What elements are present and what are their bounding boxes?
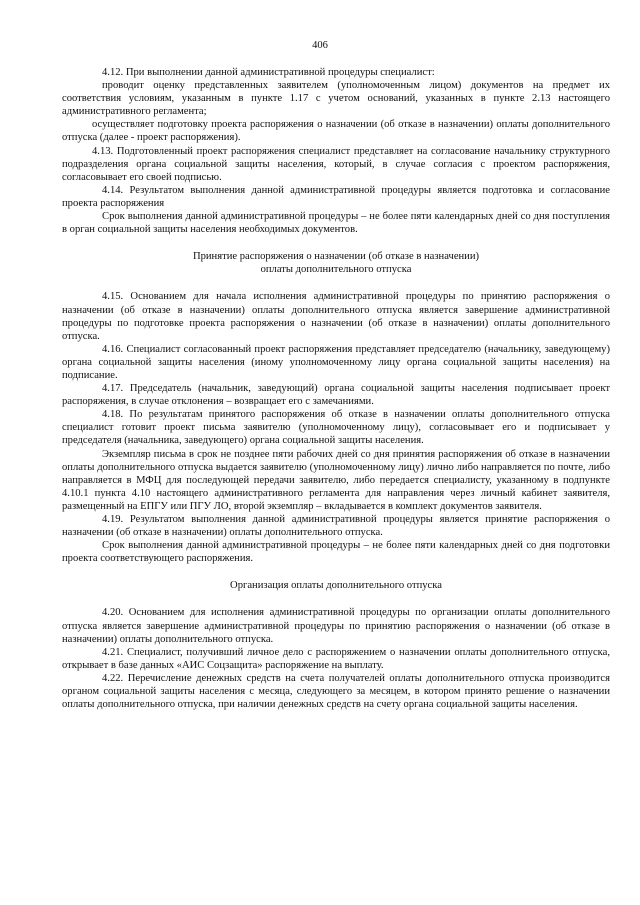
page-number: 406: [312, 40, 328, 51]
paragraph-term-1: Срок выполнения данной административной процедуры – не более пяти календарных дней со дня поступления в орган социальной защиты населения необходимых документов.: [62, 211, 610, 236]
paragraph-4-21: 4.21. Специалист, получивший личное дело с распоряжением о назначении оплаты дополнительного отпуска, открывает в базе данных «АИС Соцзащита» распоряжение на выплату.: [62, 646, 610, 671]
section-heading-2: Организация оплаты дополнительного отпуска: [230, 580, 442, 592]
paragraph-4-15: 4.15. Основанием для начала исполнения административной процедуры по принятию распоряжения о назначении (об отказе в назначении) оплаты дополнительного отпуска является завершение административной процедуры по подготовке проекта распоряжения о назначении (об отказе в назначении) оплаты дополнительного отпуска.: [62, 291, 610, 342]
document-body: [62, 66, 610, 711]
paragraph-4-22: 4.22. Перечисление денежных средств на счета получателей оплаты дополнительного отпуска производится органом социальной защиты населения с месяца, следующего за месяцем, в котором принято решение о назначении оплаты дополнительного отпуска, при наличии денежных средств на счету органа социальной защиты населения.: [62, 672, 610, 711]
paragraph-4-16: 4.16. Специалист согласованный проект распоряжения представляет председателю (начальнику, заведующему) органа социальной защиты населения (иному уполномоченному лицу органа социальной защиты населения) на подписание.: [62, 343, 610, 381]
paragraph-4-12-item-2: осуществляет подготовку проекта распоряжения о назначении (об отказе в назначении) оплаты дополнительного отпуска (далее - проект распоряжения).: [62, 119, 610, 144]
paragraph-4-18: 4.18. По результатам принятого распоряжения об отказе в назначении оплаты дополнительного отпуска специалист готовит проект письма заявителю (уполномоченному лицу), согласовывает его и подписывает у председателя (начальника, заведующего) органа социальной защиты населения.: [62, 409, 610, 447]
section-heading-1-line-1: Принятие распоряжения о назначении (об отказе в назначении): [192, 251, 480, 263]
paragraph-4-14: 4.14. Результатом выполнения данной административной процедуры является подготовка и согласование проекта распоряжения: [62, 184, 610, 209]
paragraph-4-12: 4.12. При выполнении данной административной процедуры специалист:: [102, 67, 435, 78]
paragraph-4-17: 4.17. Председатель (начальник, заведующий) органа социальной защиты населения подписывает проект распоряжения, в случае отклонения – возвращает его с замечаниями.: [62, 383, 610, 408]
paragraph-term-2: Срок выполнения данной административной процедуры – не более пяти календарных дней со дня подготовки проекта соответствующего распоряжения.: [62, 540, 610, 565]
paragraph-4-19: 4.19. Результатом выполнения данной административной процедуры является принятие распоряжения о назначении (об отказе в назначении) оплаты дополнительного отпуска.: [62, 514, 610, 539]
paragraph-4-20: 4.20. Основанием для исполнения административной процедуры по организации оплаты дополнительного отпуска является завершение административной процедуры по принятию распоряжения о назначении (об отказе в назначении) оплаты дополнительного отпуска.: [62, 607, 610, 645]
paragraph-letter-copy: Экземпляр письма в срок не позднее пяти рабочих дней со дня принятия распоряжения об отказе в назначении оплаты дополнительного отпуска выдается заявителю (уполномоченному лицу) лично либо направляется по почте, либо направляется в МФЦ для последующей передачи заявителю, либо передается специалисту, указанному в подпункте 4.10.1 пункта 4.10 настоящего административного регламента для направления через личный кабинет заявителя, размещенный на ЕПГУ или ПГУ ЛО, второй экземпляр – вкладывается в комплект документов заявителя.: [62, 448, 610, 512]
paragraph-4-12-item-1: проводит оценку представленных заявителем (уполномоченным лицом) документов на предмет их соответствия условиям, указанным в пункте 1.17 с учетом оснований, указанных в пункте 2.13 настоящего административного регламента;: [62, 80, 610, 118]
section-heading-1-line-2: оплаты дополнительного отпуска: [260, 264, 412, 276]
paragraph-4-13: 4.13. Подготовленный проект распоряжения специалист представляет на согласование начальнику структурного подразделения органа социальной защиты населения, который, в случае согласия с проектом распоряжения, согласовывает его своей подписью.: [62, 145, 610, 183]
